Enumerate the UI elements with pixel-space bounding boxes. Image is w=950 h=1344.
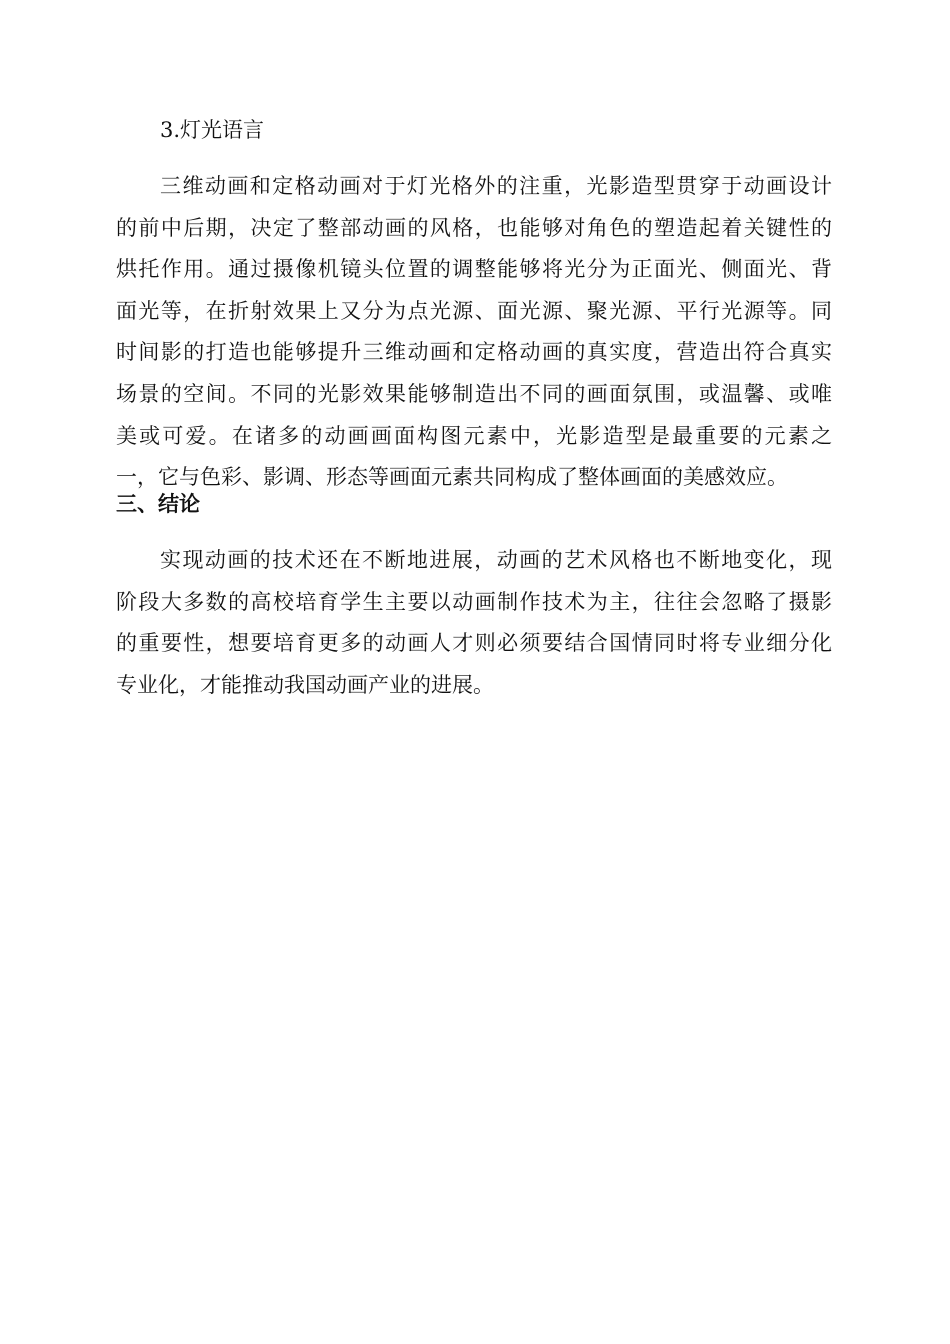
section-title-conclusion: 三、结论 — [116, 492, 200, 516]
paragraph-line: 实现动画的技术还在不断地进展，动画的艺术风格也不断地变化，现 — [160, 548, 832, 572]
paragraph-line: 三维动画和定格动画对于灯光格外的注重，光影造型贯穿于动画设计 — [160, 174, 832, 198]
paragraph-lighting-language — [116, 166, 832, 499]
paragraph-line: 专业化，才能推动我国动画产业的进展。 — [116, 672, 494, 697]
paragraph-line: 的重要性，想要培育更多的动画人才则必须要结合国情同时将专业细分化 — [116, 631, 832, 656]
paragraph-line: 面光等，在折射效果上又分为点光源、面光源、聚光源、平行光源等。同 — [116, 298, 832, 323]
paragraph-line: 烘托作用。通过摄像机镜头位置的调整能够将光分为正面光、侧面光、背 — [116, 257, 832, 282]
paragraph-conclusion — [116, 540, 832, 706]
subsection-title: 3.灯光语言 — [160, 118, 265, 142]
paragraph-line: 时间影的打造也能够提升三维动画和定格动画的真实度，营造出符合真实 — [116, 340, 832, 365]
paragraph-line: 美或可爱。在诸多的动画画面构图元素中，光影造型是最重要的元素之 — [116, 423, 832, 448]
paragraph-line: 的前中后期，决定了整部动画的风格，也能够对角色的塑造起着关键性的 — [116, 215, 832, 240]
paragraph-line: 一，它与色彩、影调、形态等画面元素共同构成了整体画面的美感效应。 — [116, 465, 788, 490]
paragraph-line: 阶段大多数的高校培育学生主要以动画制作技术为主，往往会忽略了摄影 — [116, 589, 832, 614]
paragraph-line: 场景的空间。不同的光影效果能够制造出不同的画面氛围，或温馨、或唯 — [116, 381, 832, 406]
